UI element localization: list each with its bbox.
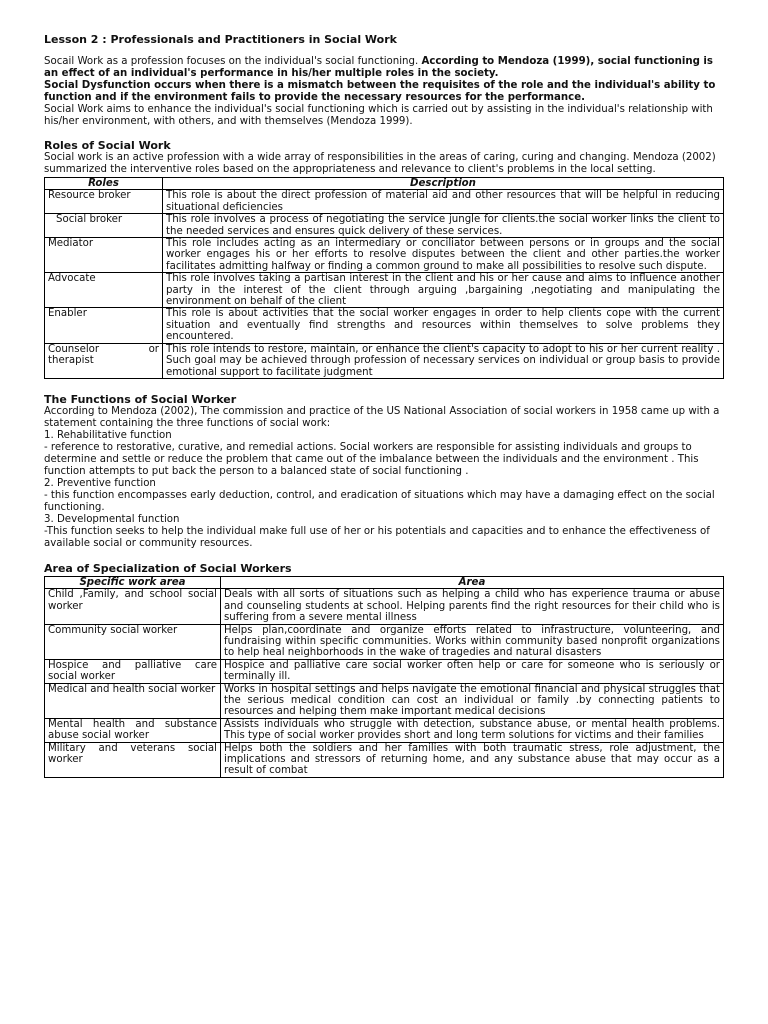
work-area-description: Hospice and palliative care social worker often help or care for someone who is seriously or terminally ill.	[221, 659, 724, 683]
functions-heading: The Functions of Social Worker	[44, 392, 237, 406]
intro-paragraph-2	[44, 80, 724, 104]
role-description: This role involves taking a partisan interest in the client and his or her cause and aims to influence another party in the interest of the client through arguing ,bargaining ,negotiating and manipulating the environment on behalf of the client	[163, 273, 724, 308]
role-name: Mediator	[45, 238, 163, 273]
specialization-table	[44, 576, 724, 778]
functions-intro: According to Mendoza (2002), The commission and practice of the US National Association of social workers in 1958 came up with a statement containing the three functions of social work:	[44, 405, 720, 429]
work-area-description: Deals with all sorts of situations such as helping a child who has experience trauma or abuse and counseling students at school. Helping parents find the right resources for their child who is suffering from a severe mental illness	[221, 589, 724, 624]
work-area-name: Hospice and palliative care social worker	[45, 659, 221, 683]
specialization-table-header	[45, 576, 724, 588]
table-row	[45, 214, 724, 238]
role-name: Enabler	[45, 308, 163, 343]
function-item: - this function encompasses early deduction, control, and eradication of situations which may have a damaging effect on the social functioning.	[44, 489, 715, 513]
table-row	[45, 683, 724, 718]
role-description: This role includes acting as an intermediary or conciliator between persons or in groups and the social worker engages his or her efforts to resolve disputes between the client and other parties.the worker facilitates admitting halfway or finding a common ground to make all possibilities to resolve such dispute.	[163, 238, 724, 273]
role-description: This role is about the direct profession of material aid and other resources that will be helpful in reducing situational deficiencies	[163, 190, 724, 214]
work-area-name: Mental health and substance abuse social worker	[45, 718, 221, 742]
function-item: -This function seeks to help the individual make full use of her or his potentials and capacities and to enhance the effectiveness of available social or community resources.	[44, 525, 710, 549]
role-name: Social broker	[45, 214, 163, 238]
table-row	[45, 190, 724, 214]
role-description: This role intends to restore, maintain, or enhance the client's capacity to adopt to his or her current reality . Such goal may be achieved through profession of necessary services on individual or group basis to provide emotional support to facilitate judgment	[163, 343, 724, 378]
table-row	[45, 718, 724, 742]
role-name: Resource broker	[45, 190, 163, 214]
role-description: This role involves a process of negotiating the service jungle for clients.the social worker links the client to the needed services and ensures quick delivery of these services.	[163, 214, 724, 238]
social-dysfunction-text: Social Dysfunction occurs when there is a mismatch between the requisites of the role and the individual's ability to function and if the environment fails to provide the necessary resources for the performance.	[44, 80, 716, 103]
function-item: - reference to restorative, curative, and remedial actions. Social workers are responsible for assisting individuals and groups to determine and settle or reduce the problem that came out of the imbalance between the individuals and the environment . This function attempts to put back the person to a balanced state of social functioning .	[44, 441, 699, 477]
table-row	[45, 273, 724, 308]
table-row	[45, 659, 724, 683]
lesson-title: Lesson 2 : Professionals and Practitioners in Social Work	[44, 33, 397, 46]
work-area-description: Works in hospital settings and helps navigate the emotional financial and physical struggles that the serious medical condition can cost an individual or family .by connecting patients to resources and helping them make important medical decisions	[221, 683, 724, 718]
description-column-header: Description	[163, 178, 724, 190]
roles-heading: Roles of Social Work	[44, 139, 171, 152]
work-area-column-header: Specific work area	[45, 576, 221, 588]
roles-column-header: Roles	[45, 178, 163, 190]
function-item: 2. Preventive function	[44, 477, 156, 489]
table-row	[45, 238, 724, 273]
work-area-name: Child ,Family, and school social worker	[45, 589, 221, 624]
table-row	[45, 742, 724, 777]
specialization-heading: Area of Specialization of Social Workers	[44, 561, 292, 575]
roles-table-header	[45, 178, 724, 190]
work-area-name: Community social worker	[45, 624, 221, 659]
table-row	[45, 624, 724, 659]
role-name: Advocate	[45, 273, 163, 308]
area-column-header: Area	[221, 576, 724, 588]
intro-paragraph-1	[44, 56, 724, 80]
role-name: Counselor or therapist	[45, 343, 163, 378]
work-area-name: Medical and health social worker	[45, 683, 221, 718]
document-page	[44, 34, 724, 778]
work-area-description: Helps both the soldiers and her families with both traumatic stress, role adjustment, the implications and stressors of returning home, and any substance abuse that may occur as a result of combat	[221, 742, 724, 777]
intro-bold-text: According to Mendoza (1999), social functioning is an effect of an individual's performance in his/her multiple roles in the society.	[44, 56, 713, 79]
function-item: 1. Rehabilitative function	[44, 429, 172, 441]
roles-table	[44, 177, 724, 379]
table-row	[45, 308, 724, 343]
function-item: 3. Developmental function	[44, 513, 180, 525]
work-area-name: Military and veterans social worker	[45, 742, 221, 777]
roles-intro: Social work is an active profession with a wide array of responsibilities in the areas of caring, curing and changing. Mendoza (2002) summarized the interventive roles based on the appropriateness and relevance to client's problems in the local setting.	[44, 152, 716, 175]
table-row	[45, 589, 724, 624]
role-description: This role is about activities that the social worker engages in order to help clients cope with the current situation and eventually find strengths and resources within themselves to solve problems they encountered.	[163, 308, 724, 343]
intro-plain-text: Socail Work as a profession focuses on the individual's social functioning.	[44, 56, 422, 67]
intro-paragraph-3: Social Work aims to enhance the individual's social functioning which is carried out by assisting in the individual's relationship with his/her environment, with others, and with themselves (Mendoza 1999).	[44, 104, 713, 127]
table-row	[45, 343, 724, 378]
work-area-description: Helps plan,coordinate and organize efforts related to infrastructure, volunteering, and fundraising within specific communities. Works within community based nonprofit organizations to help heal neighborhoods in the wake of tragedies and natural disasters	[221, 624, 724, 659]
work-area-description: Assists individuals who struggle with detection, substance abuse, or mental health problems. This type of social worker provides short and long term solutions for victims and their families	[221, 718, 724, 742]
